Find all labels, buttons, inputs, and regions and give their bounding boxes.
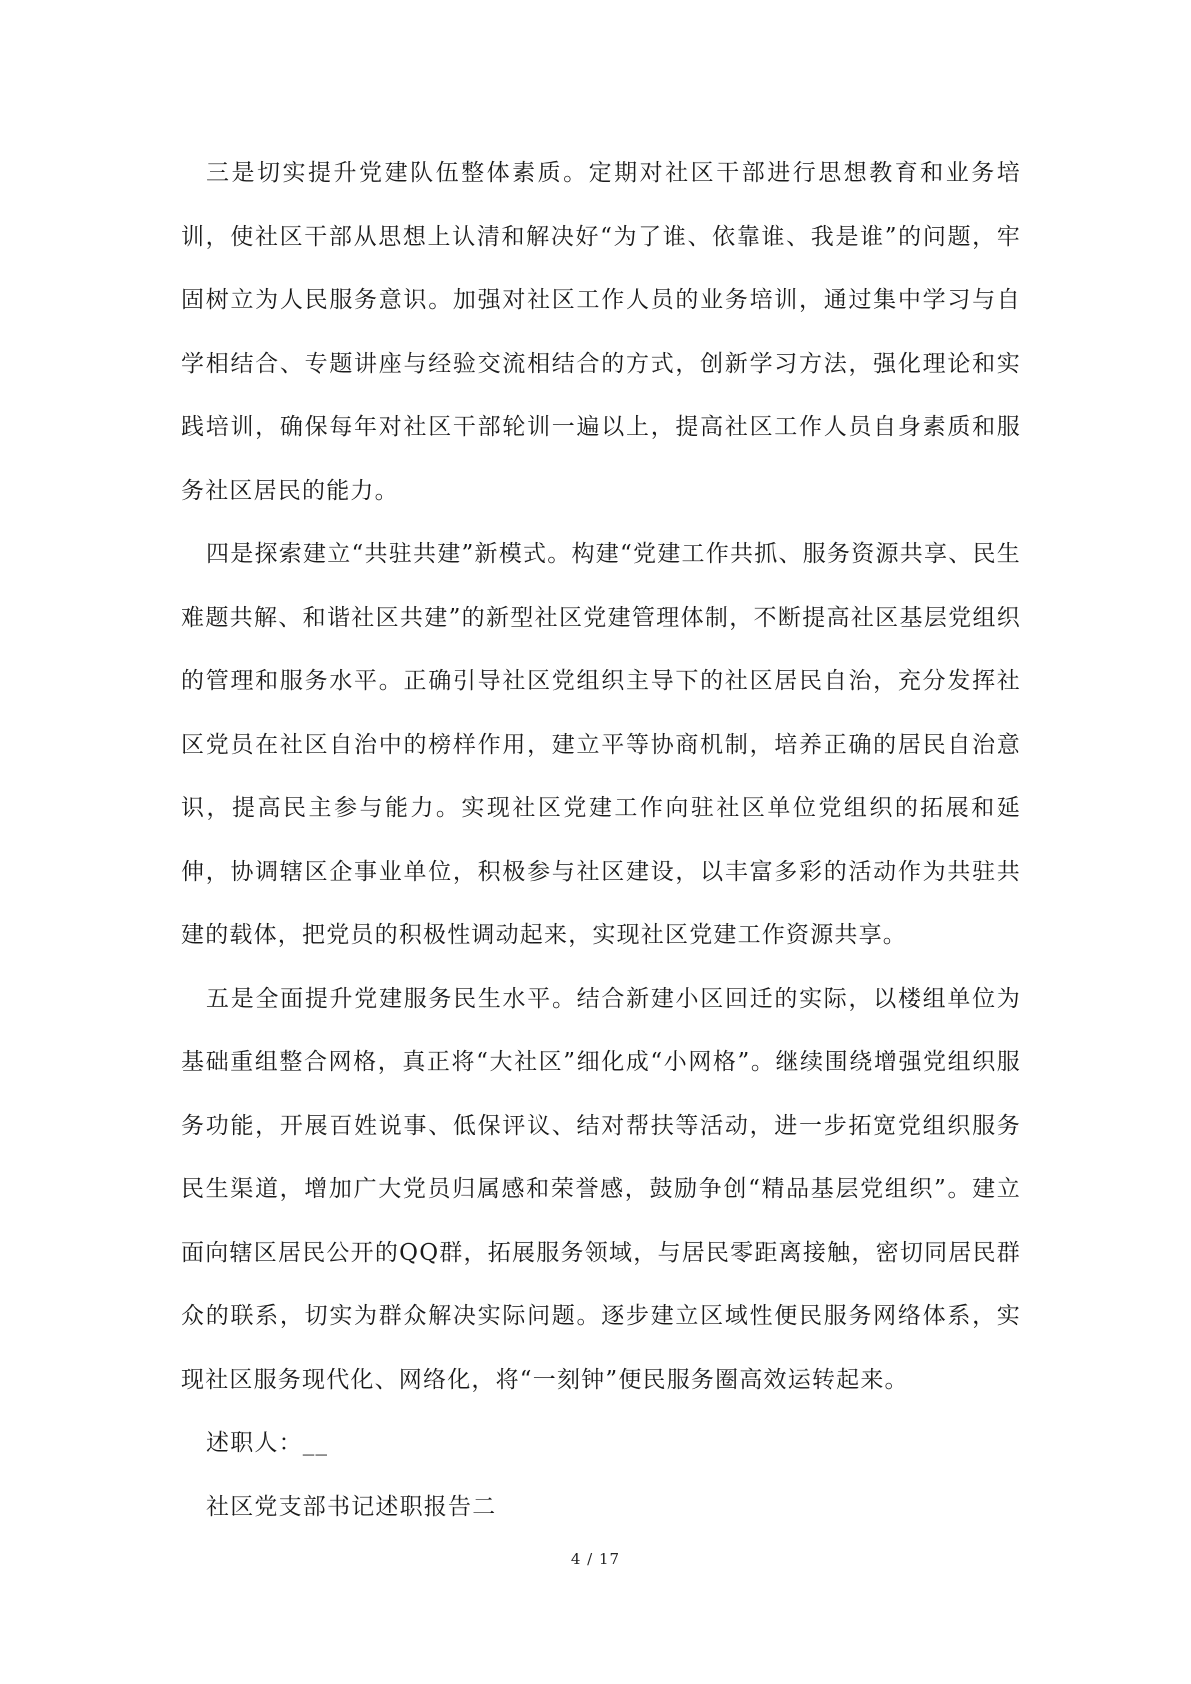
page-number: 4 / 17 [570, 1550, 621, 1568]
paragraph-team-quality: 三是切实提升党建队伍整体素质。定期对社区干部进行思想教育和业务培训，使社区干部从思想上认清和解决好“为了谁、依靠谁、我是谁”的问题，牢固树立为人民服务意识。加强对社区工作人员的业务培训，通过集中学习与自学相结合、专题讲座与经验交流相结合的方式，创新学习方法，强化理论和实践培训，确保每年对社区干部轮训一遍以上，提高社区工作人员自身素质和服务社区居民的能力。 [181, 160, 1021, 504]
reporter-signature-line: 述职人：__ [206, 1430, 329, 1456]
paragraph-co-build-model: 四是探索建立“共驻共建”新模式。构建“党建工作共抓、服务资源共享、民生难题共解、和谐社区共建”的新型社区党建管理体制，不断提高社区基层党组织的管理和服务水平。正确引导社区党组织主导下的社区居民自治，充分发挥社区党员在社区自治中的榜样作用，建立平等协商机制，培养正确的居民自治意识，提高民主参与能力。实现社区党建工作向驻社区单位党组织的拓展和延伸，协调辖区企事业单位，积极参与社区建设，以丰富多彩的活动作为共驻共建的载体，把党员的积极性调动起来，实现社区党建工作资源共享。 [181, 541, 1021, 948]
paragraph-livelihood-service: 五是全面提升党建服务民生水平。结合新建小区回迁的实际，以楼组单位为基础重组整合网格，真正将“大社区”细化成“小网格”。继续围绕增强党组织服务功能，开展百姓说事、低保评议、结对帮扶等活动，进一步拓宽党组织服务民生渠道，增加广大党员归属感和荣誉感，鼓励争创“精品基层党组织”。建立面向辖区居民公开的QQ群，拓展服务领域，与居民零距离接触，密切同居民群众的联系，切实为群众解决实际问题。逐步建立区域性便民服务网络体系，实现社区服务现代化、网络化，将“一刻钟”便民服务圈高效运转起来。 [181, 985, 1021, 1393]
document-body [181, 142, 1021, 1539]
section-heading-report-two: 社区党支部书记述职报告二 [206, 1493, 497, 1520]
